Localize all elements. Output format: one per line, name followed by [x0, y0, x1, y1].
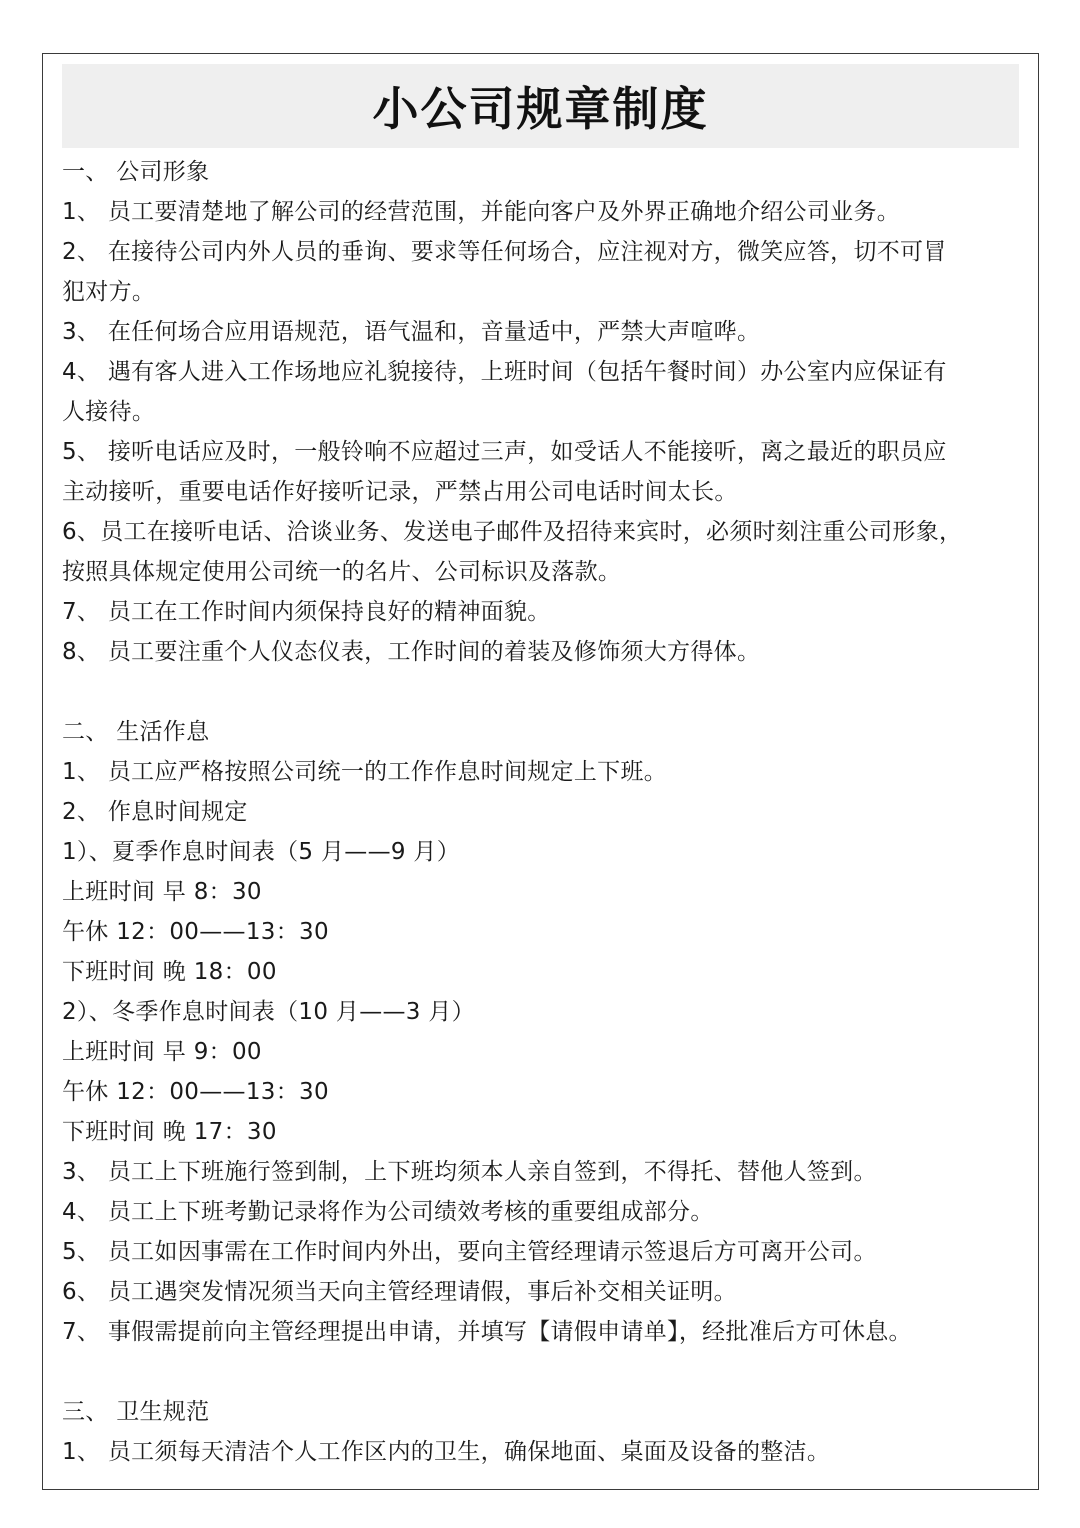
paragraph-line: 7、 事假需提前向主管经理提出申请，并填写【请假申请单】，经批准后方可休息。 [62, 1319, 912, 1345]
schedule-line: 下班时间 晚 17：30 [62, 1119, 277, 1145]
schedule-line: 上班时间 早 8：30 [62, 879, 262, 905]
paragraph-line: 3、 在任何场合应用语规范，语气温和，音量适中，严禁大声喧哗。 [62, 319, 761, 345]
section-spacer [62, 1352, 1022, 1392]
section-spacer [62, 672, 1022, 712]
title-band [62, 64, 1019, 148]
document-title: 小公司规章制度 [372, 82, 709, 136]
schedule-line: 午休 12：00——13：30 [62, 919, 329, 945]
paragraph-line: 犯对方。 [62, 279, 156, 305]
paragraph-line: 5、 员工如因事需在工作时间内外出，要向主管经理请示签退后方可离开公司。 [62, 1239, 877, 1265]
section-heading: 一、 公司形象 [62, 159, 210, 185]
schedule-line: 下班时间 晚 18：00 [62, 959, 277, 985]
schedule-heading: 2）、冬季作息时间表（10 月——3 月） [62, 999, 475, 1025]
section-heading: 二、 生活作息 [62, 719, 210, 745]
paragraph-line: 人接待。 [62, 399, 156, 425]
paragraph-line: 2、 在接待公司内外人员的垂询、要求等任何场合，应注视对方，微笑应答，切不可冒 [62, 239, 947, 265]
paragraph-line: 4、 员工上下班考勤记录将作为公司绩效考核的重要组成部分。 [62, 1199, 714, 1225]
paragraph-line: 2、 作息时间规定 [62, 799, 248, 825]
paragraph-line: 1、 员工须每天清洁个人工作区内的卫生，确保地面、桌面及设备的整洁。 [62, 1439, 831, 1465]
paragraph-line: 8、 员工要注重个人仪态仪表，工作时间的着装及修饰须大方得体。 [62, 639, 761, 665]
paragraph-line: 6、 员工遇突发情况须当天向主管经理请假，事后补交相关证明。 [62, 1279, 737, 1305]
paragraph-line: 5、 接听电话应及时，一般铃响不应超过三声，如受话人不能接听，离之最近的职员应 [62, 439, 947, 465]
paragraph-line: 主动接听，重要电话作好接听记录，严禁占用公司电话时间太长。 [62, 479, 738, 505]
paragraph-line: 按照具体规定使用公司统一的名片、公司标识及落款。 [62, 559, 622, 585]
paragraph-line: 1、 员工要清楚地了解公司的经营范围，并能向客户及外界正确地介绍公司业务。 [62, 199, 901, 225]
document-body [62, 152, 1022, 1472]
section-heading: 三、 卫生规范 [62, 1399, 210, 1425]
schedule-heading: 1）、夏季作息时间表（5 月——9 月） [62, 839, 461, 865]
schedule-line: 午休 12：00——13：30 [62, 1079, 329, 1105]
paragraph-line: 4、 遇有客人进入工作场地应礼貌接待，上班时间（包括午餐时间）办公室内应保证有 [62, 359, 947, 385]
paragraph-line: 1、 员工应严格按照公司统一的工作作息时间规定上下班。 [62, 759, 668, 785]
paragraph-line: 7、 员工在工作时间内须保持良好的精神面貌。 [62, 599, 551, 625]
paragraph-line: 3、 员工上下班施行签到制，上下班均须本人亲自签到，不得托、替他人签到。 [62, 1159, 877, 1185]
paragraph-line: 6、员工在接听电话、洽谈业务、发送电子邮件及招待来宾时，必须时刻注重公司形象， [62, 519, 963, 545]
schedule-line: 上班时间 早 9：00 [62, 1039, 262, 1065]
